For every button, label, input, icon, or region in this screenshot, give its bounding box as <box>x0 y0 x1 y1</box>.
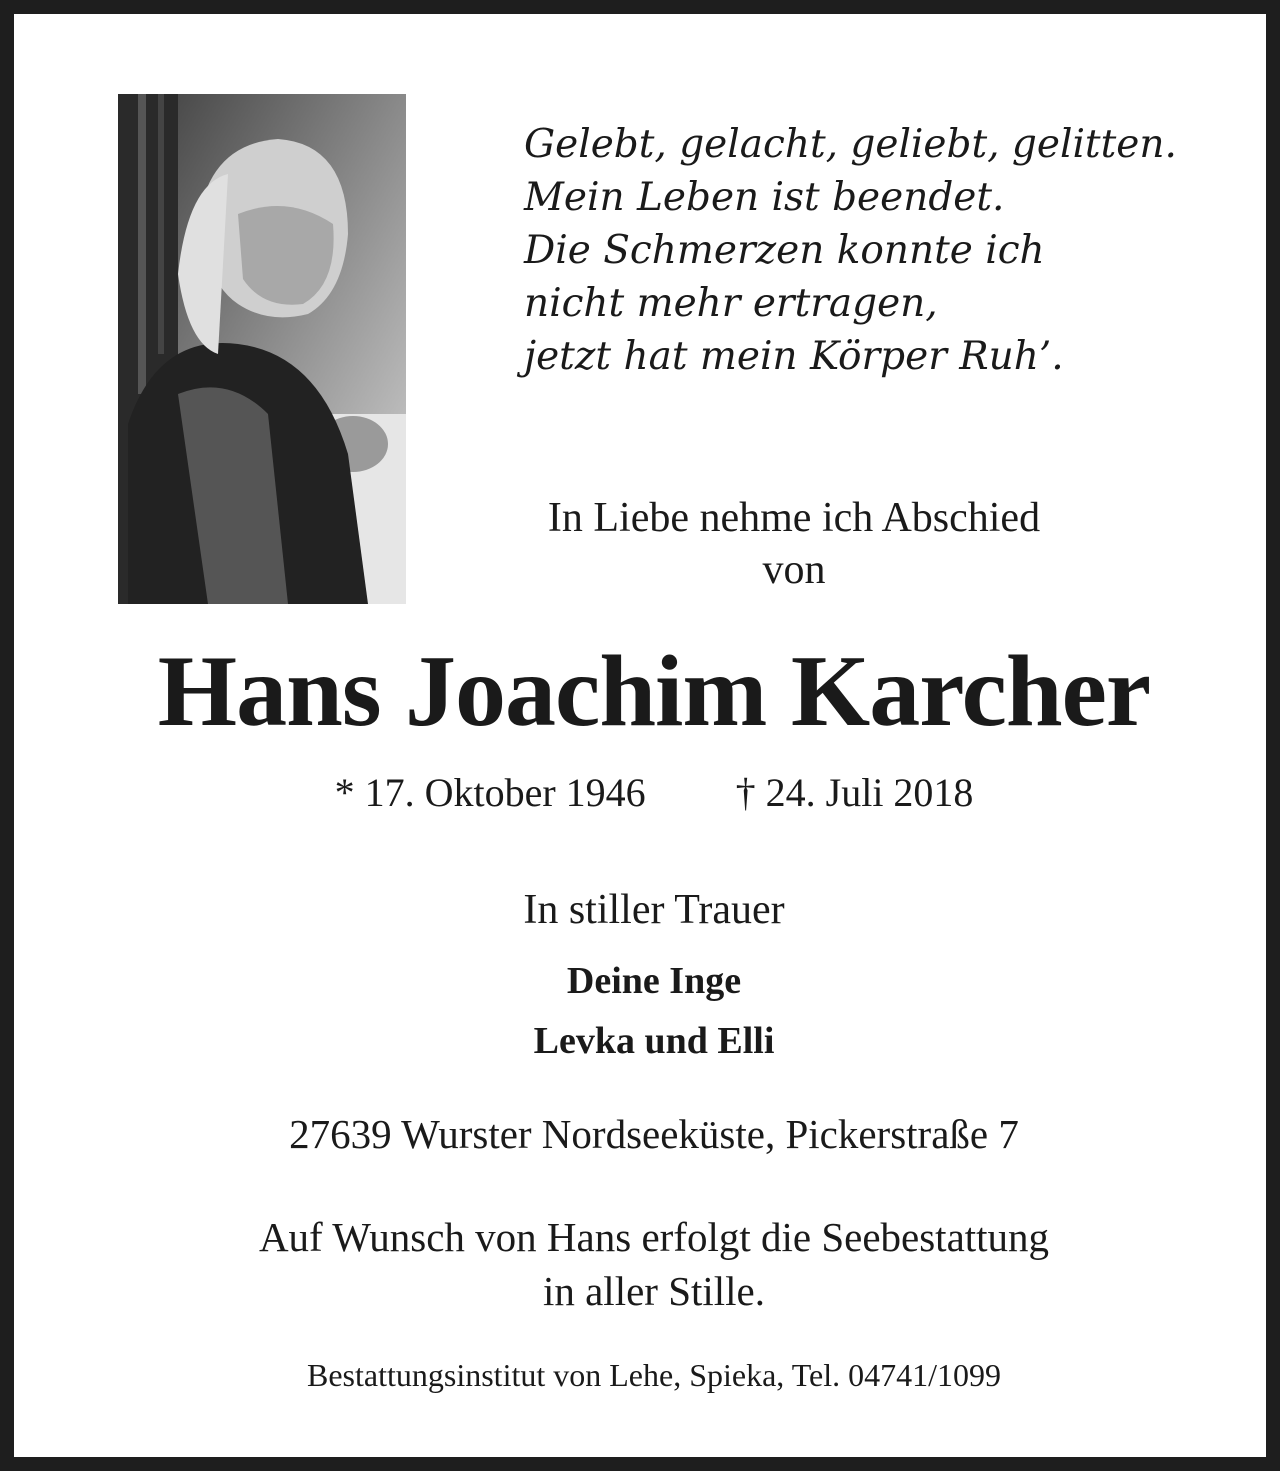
portrait-photo <box>118 94 406 604</box>
birth-date: * 17. Oktober 1946 <box>334 770 646 815</box>
verse-line: jetzt hat mein Körper Ruh’. <box>524 334 1064 379</box>
burial-line-2: in aller Stille. <box>542 1268 766 1314</box>
burial-line-1: Auf Wunsch von Hans erfolgt die Seebestattung <box>258 1214 1050 1260</box>
verse-line: Mein Leben ist beendet. <box>524 175 1005 220</box>
burial-notice <box>14 1210 1280 1318</box>
verse <box>524 118 1177 383</box>
signer-name: Levka und Elli <box>533 1020 775 1062</box>
verse-line: Gelebt, gelacht, geliebt, gelitten. <box>524 122 1177 167</box>
undertaker-info: Bestattungsinstitut von Lehe, Spieka, Tel. 04741/1099 <box>307 1357 1001 1393</box>
portrait-photo-icon <box>118 94 406 604</box>
deceased-name: Hans Joachim Karcher <box>157 635 1151 748</box>
farewell-line-1: In Liebe nehme ich Abschied <box>547 495 1041 541</box>
life-dates <box>14 768 1280 818</box>
mourner-address: 27639 Wurster Nordseeküste, Pickerstraße 7 <box>289 1111 1019 1157</box>
signer-name: Deine Inge <box>566 960 742 1002</box>
mourning-intro: In stiller Trauer <box>523 887 785 933</box>
verse-line: nicht mehr ertragen, <box>524 281 938 326</box>
death-date: † 24. Juli 2018 <box>735 770 974 815</box>
verse-line: Die Schmerzen konnte ich <box>524 228 1045 273</box>
farewell-text <box>454 492 1134 596</box>
farewell-line-2: von <box>762 547 826 593</box>
